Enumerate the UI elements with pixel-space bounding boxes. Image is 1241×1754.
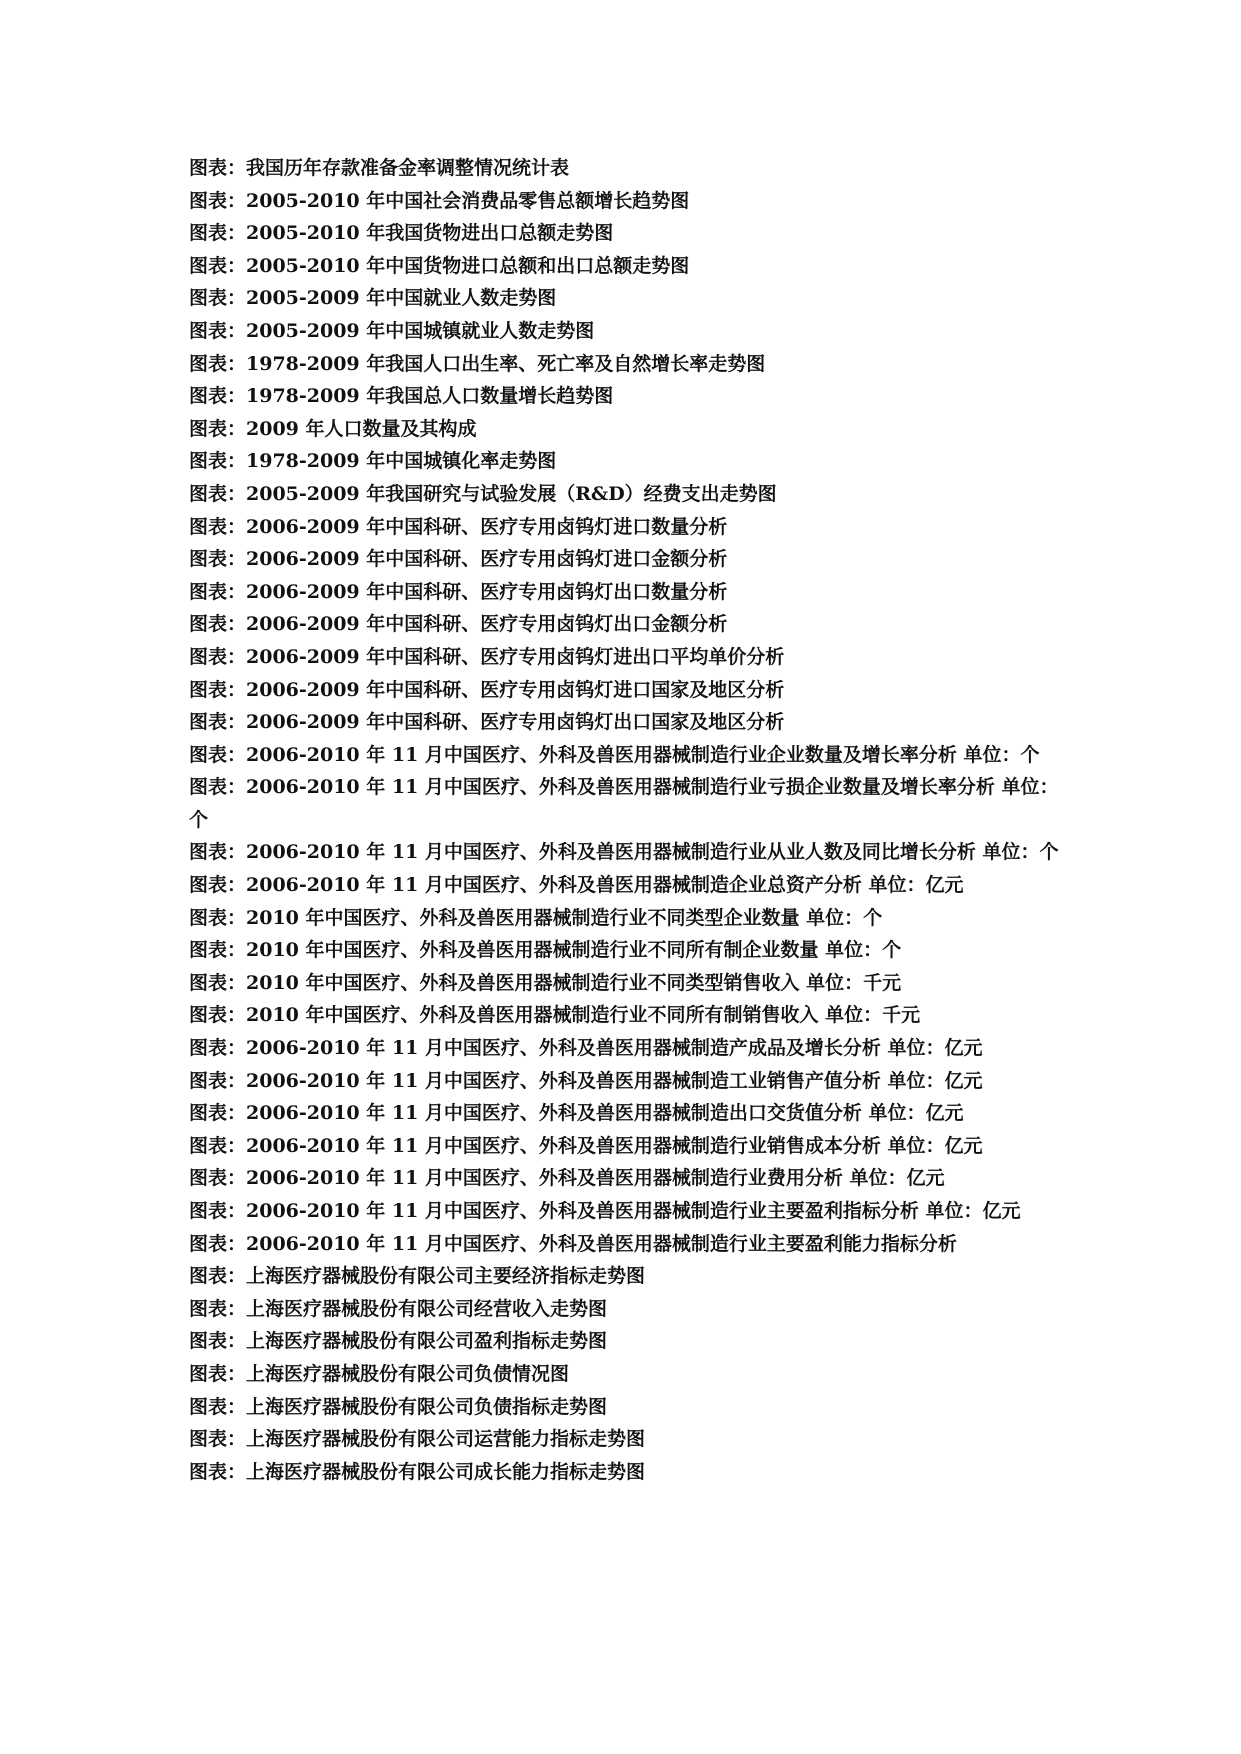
figure-list-item: 图表：2006-2009 年中国科研、医疗专用卤钨灯进口金额分析	[189, 548, 728, 571]
figure-list-item: 图表：2006-2010 年 11 月中国医疗、外科及兽医用器械制造行业亏损企业数量及增长率分析 单位：个	[189, 776, 1059, 831]
figure-list-item: 图表：2005-2009 年中国城镇就业人数走势图	[189, 319, 595, 342]
figure-list-item: 图表：2005-2009 年我国研究与试验发展（R&D）经费支出走势图	[189, 482, 777, 505]
figure-list-item: 图表：上海医疗器械股份有限公司负债指标走势图	[189, 1395, 608, 1418]
figure-list-item: 图表：2005-2010 年中国货物进口总额和出口总额走势图	[189, 254, 690, 277]
figure-list-item: 图表：2006-2010 年 11 月中国医疗、外科及兽医用器械制造产成品及增长分析 单位：亿元	[189, 1037, 983, 1060]
figure-list-item: 图表：上海医疗器械股份有限公司经营收入走势图	[189, 1297, 608, 1320]
figure-list-item: 图表：2006-2010 年 11 月中国医疗、外科及兽医用器械制造行业销售成本分析 单位：亿元	[189, 1134, 983, 1157]
figure-list-item: 图表：1978-2009 年我国人口出生率、死亡率及自然增长率走势图	[189, 352, 766, 375]
figure-list-item: 图表：2006-2010 年 11 月中国医疗、外科及兽医用器械制造行业费用分析 单位：亿元	[189, 1167, 945, 1190]
figure-list	[189, 152, 1061, 1488]
figure-list-item: 图表：2006-2010 年 11 月中国医疗、外科及兽医用器械制造行业从业人数及同比增长分析 单位：个	[189, 841, 1059, 864]
figure-list-item: 图表：2006-2009 年中国科研、医疗专用卤钨灯进口数量分析	[189, 515, 728, 538]
figure-list-item: 图表：2010 年中国医疗、外科及兽医用器械制造行业不同所有制企业数量 单位：个	[189, 939, 902, 962]
figure-list-item: 图表：2006-2010 年 11 月中国医疗、外科及兽医用器械制造企业总资产分析 单位：亿元	[189, 874, 964, 897]
figure-list-item: 图表：2006-2010 年 11 月中国医疗、外科及兽医用器械制造出口交货值分析 单位：亿元	[189, 1102, 964, 1125]
figure-list-item: 图表：2010 年中国医疗、外科及兽医用器械制造行业不同类型企业数量 单位：个	[189, 906, 883, 929]
figure-list-item: 图表：上海医疗器械股份有限公司盈利指标走势图	[189, 1330, 608, 1353]
figure-list-item: 图表：上海医疗器械股份有限公司成长能力指标走势图	[189, 1460, 646, 1483]
figure-list-item: 图表：上海医疗器械股份有限公司运营能力指标走势图	[189, 1428, 646, 1451]
figure-list-item: 图表：2006-2009 年中国科研、医疗专用卤钨灯出口数量分析	[189, 580, 728, 603]
figure-list-item: 图表：2005-2009 年中国就业人数走势图	[189, 287, 557, 310]
figure-list-item: 图表：2006-2009 年中国科研、医疗专用卤钨灯进出口平均单价分析	[189, 645, 785, 668]
figure-list-item: 图表：2005-2010 年我国货物进出口总额走势图	[189, 222, 614, 245]
figure-list-item: 图表：2006-2009 年中国科研、医疗专用卤钨灯进口国家及地区分析	[189, 678, 785, 701]
figure-list-item: 图表：2006-2009 年中国科研、医疗专用卤钨灯出口金额分析	[189, 613, 728, 636]
figure-list-item: 图表：1978-2009 年我国总人口数量增长趋势图	[189, 385, 614, 408]
figure-list-item: 图表：我国历年存款准备金率调整情况统计表	[189, 157, 570, 179]
figure-list-item: 图表：1978-2009 年中国城镇化率走势图	[189, 450, 557, 473]
figure-list-item: 图表：上海医疗器械股份有限公司主要经济指标走势图	[189, 1265, 646, 1288]
figure-list-item: 图表：2006-2010 年 11 月中国医疗、外科及兽医用器械制造行业主要盈利能力指标分析	[189, 1232, 957, 1255]
figure-list-item: 图表：2006-2009 年中国科研、医疗专用卤钨灯出口国家及地区分析	[189, 711, 785, 734]
figure-list-item: 图表：2009 年人口数量及其构成	[189, 417, 477, 440]
figure-list-item: 图表：2006-2010 年 11 月中国医疗、外科及兽医用器械制造行业主要盈利指标分析 单位：亿元	[189, 1200, 1021, 1222]
figure-list-item: 图表：2006-2010 年 11 月中国医疗、外科及兽医用器械制造行业企业数量及增长率分析 单位：个	[189, 743, 1040, 766]
figure-list-item: 图表：2010 年中国医疗、外科及兽医用器械制造行业不同所有制销售收入 单位：千元	[189, 1004, 921, 1027]
figure-list-item: 图表：2010 年中国医疗、外科及兽医用器械制造行业不同类型销售收入 单位：千元	[189, 971, 902, 994]
figure-list-item: 图表：2005-2010 年中国社会消费品零售总额增长趋势图	[189, 189, 690, 212]
figure-list-item: 图表：2006-2010 年 11 月中国医疗、外科及兽医用器械制造工业销售产值分析 单位：亿元	[189, 1069, 983, 1092]
figure-list-item: 图表：上海医疗器械股份有限公司负债情况图	[189, 1362, 570, 1385]
